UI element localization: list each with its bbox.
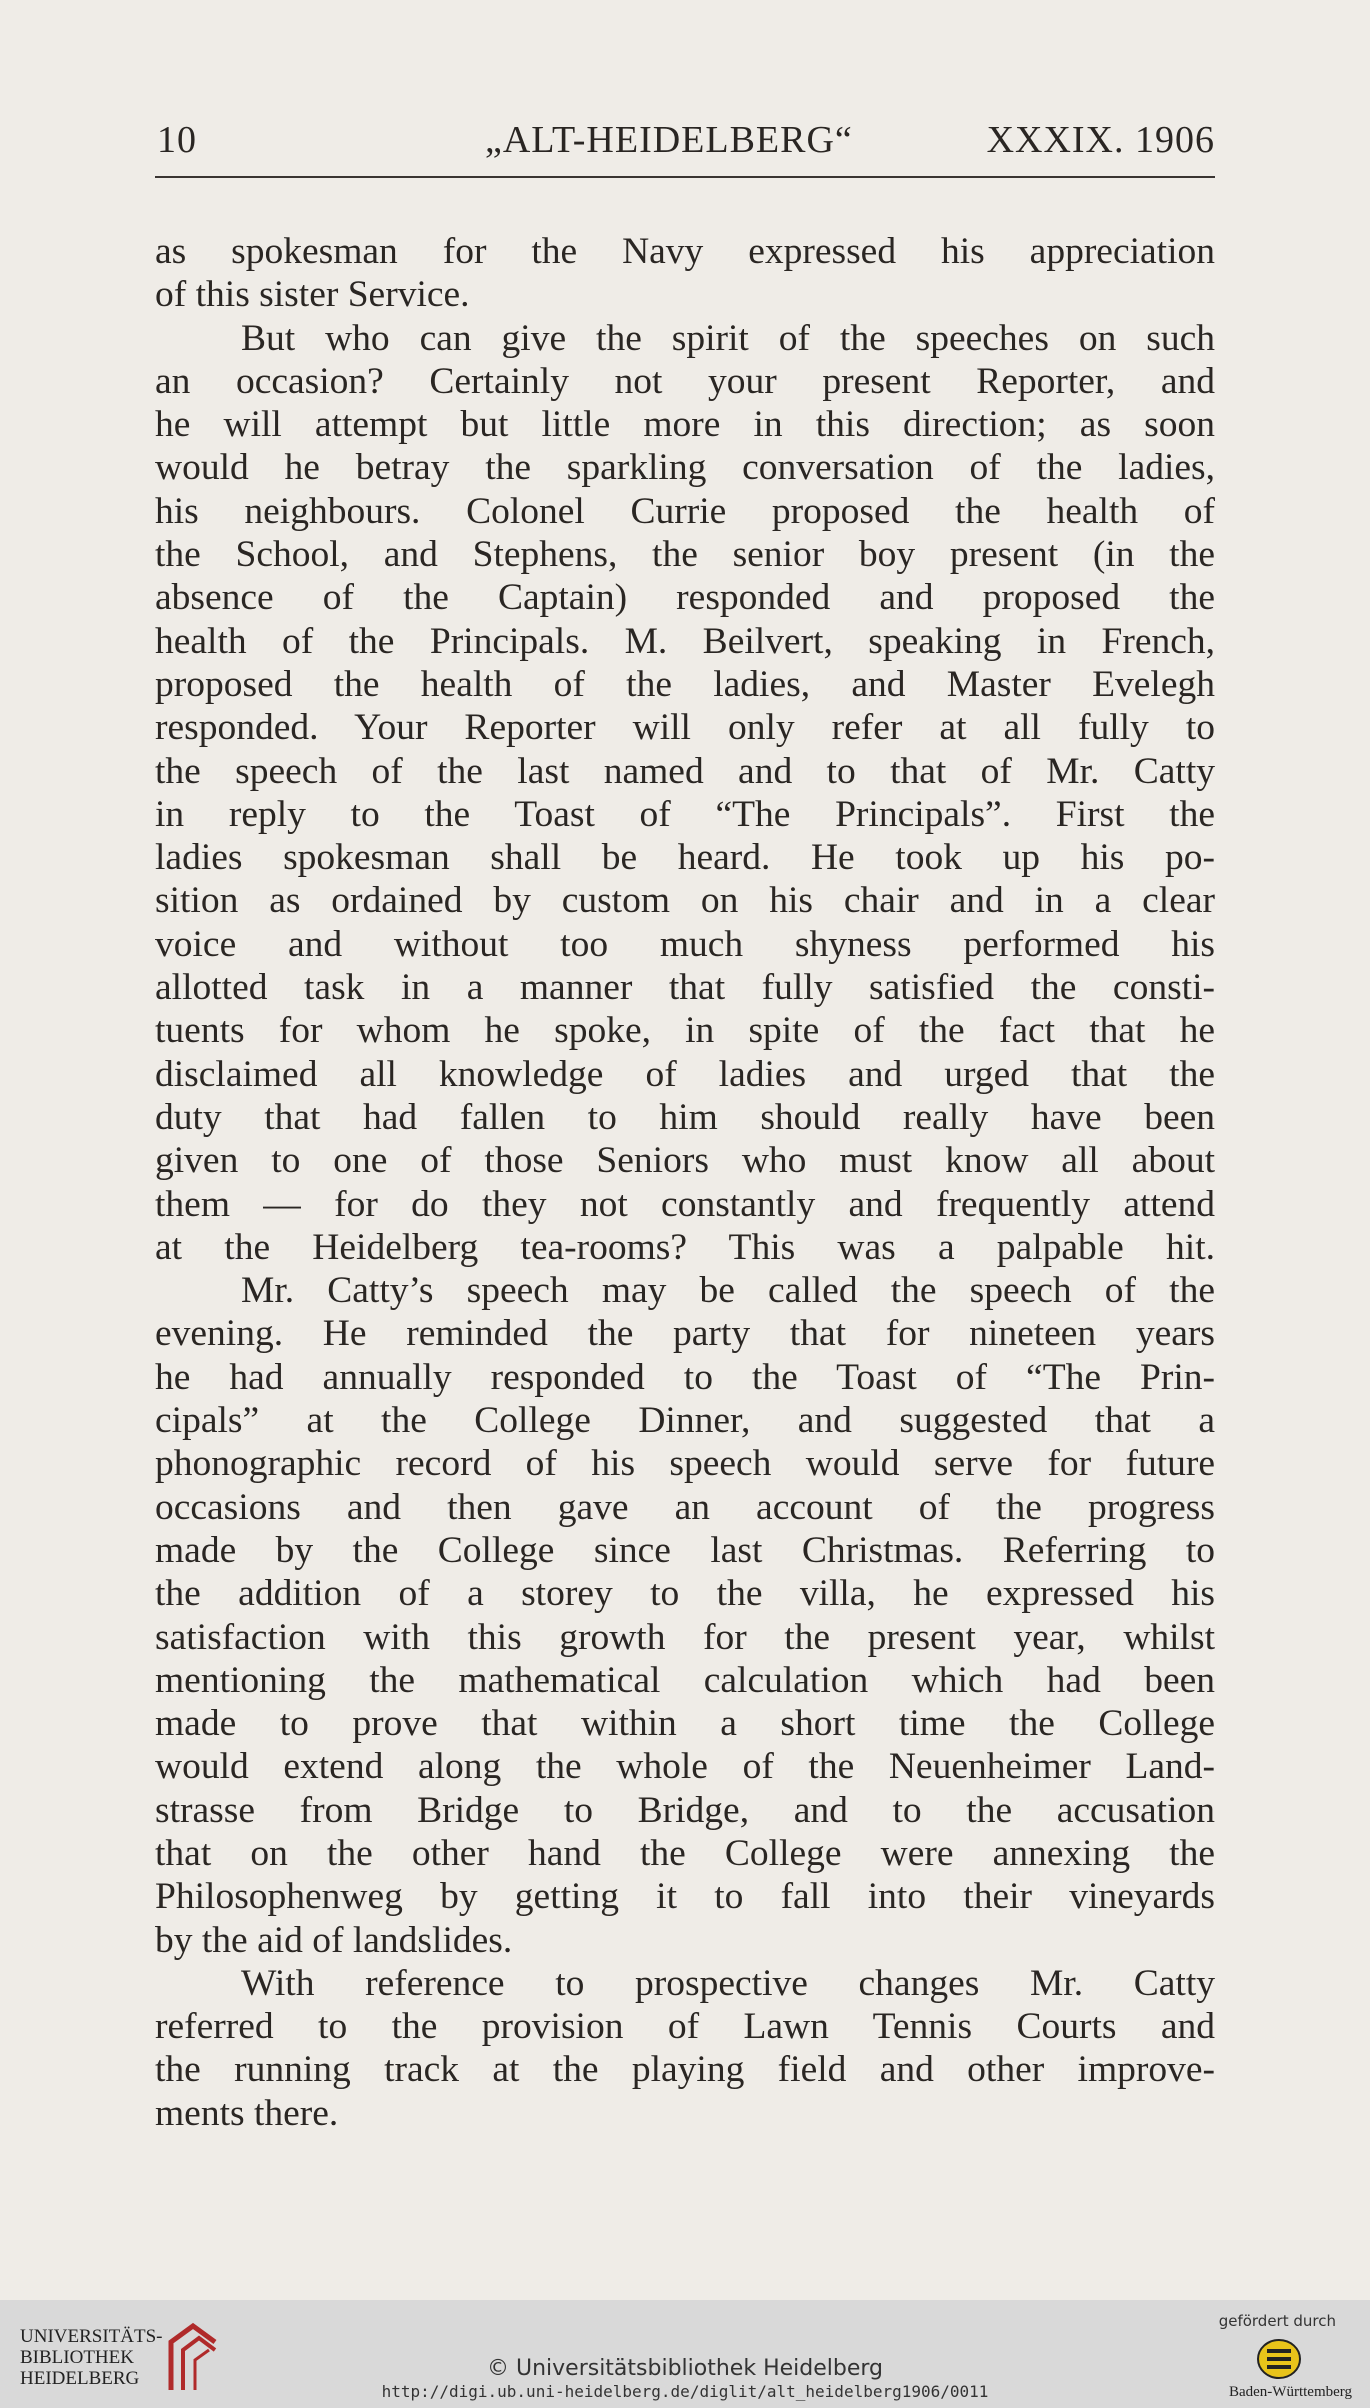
permalink[interactable]: http://digi.ub.uni-heidelberg.de/diglit/alt_heidelberg1906/0011 <box>381 2382 989 2401</box>
text-line: referred to the provision of Lawn Tennis Courts and <box>155 2006 1215 2048</box>
text-line: the School, and Stephens, the senior boy present (in the <box>155 534 1215 576</box>
text-line: strasse from Bridge to Bridge, and to the accusation <box>155 1789 1215 1831</box>
funder-name: Baden-Württemberg <box>1228 2384 1352 2400</box>
journal-title: „ALT-HEIDELBERG“ <box>485 119 853 161</box>
text-line: voice and without too much shyness performed his <box>155 923 1215 965</box>
text-line: satisfaction with this growth for the present year, whilst <box>155 1616 1215 1658</box>
text-line: by the aid of landslides. <box>155 1919 513 1961</box>
text-line: phonographic record of his speech would serve for future <box>155 1443 1215 1485</box>
text-line: at the Heidelberg tea-rooms? This was a palpable hit. <box>155 1226 1215 1268</box>
text-line: an occasion? Certainly not your present Reporter, and <box>155 360 1215 402</box>
text-line: health of the Principals. M. Beilvert, speaking in French, <box>155 620 1215 662</box>
text-line: mentioning the mathematical calculation which had been <box>155 1659 1215 1701</box>
text-line: he will attempt but little more in this direction; as soon <box>155 404 1215 446</box>
text-line: evening. He reminded the party that for nineteen years <box>155 1313 1215 1355</box>
text-line: ladies spokesman shall be heard. He took up his po- <box>155 837 1215 879</box>
text-line: But who can give the spirit of the speeches on such <box>241 317 1215 359</box>
text-line: the running track at the playing field and other improve- <box>155 2049 1215 2091</box>
library-name-line: UNIVERSITÄTS- <box>20 2326 163 2347</box>
text-line: responded. Your Reporter will only refer at all fully to <box>155 707 1215 749</box>
text-line: the speech of the last named and to that of Mr. Catty <box>155 750 1215 792</box>
header-rule <box>155 176 1215 178</box>
funded-by-label: gefördert durch <box>1218 2312 1336 2330</box>
page-number: 10 <box>157 119 197 161</box>
text-line: would he betray the sparkling conversation of the ladies, <box>155 447 1215 489</box>
text-line: given to one of those Seniors who must know all about <box>155 1140 1215 1182</box>
text-line: in reply to the Toast of “The Principals”. First the <box>155 793 1215 835</box>
digitization-footer <box>0 2300 1370 2408</box>
text-line: disclaimed all knowledge of ladies and urged that the <box>155 1053 1215 1095</box>
text-line: cipals” at the College Dinner, and suggested that a <box>155 1400 1215 1442</box>
text-line: Philosophenweg by getting it to fall into their vineyards <box>155 1876 1215 1918</box>
text-line: Mr. Catty’s speech may be called the speech of the <box>241 1270 1215 1312</box>
text-line: the addition of a storey to the villa, he expressed his <box>155 1573 1215 1615</box>
text-line: made to prove that within a short time the College <box>155 1703 1215 1745</box>
text-line: would extend along the whole of the Neuenheimer Land- <box>155 1746 1215 1788</box>
text-line: made by the College since last Christmas. Referring to <box>155 1529 1215 1571</box>
text-line: allotted task in a manner that fully satisfied the consti- <box>155 967 1215 1009</box>
text-line: them — for do they not constantly and frequently attend <box>155 1183 1215 1225</box>
text-line: proposed the health of the ladies, and Master Evelegh <box>155 663 1215 705</box>
text-line: of this sister Service. <box>155 274 470 316</box>
library-name-line: HEIDELBERG <box>20 2368 140 2389</box>
library-name-line: BIBLIOTHEK <box>20 2347 134 2368</box>
text-line: ments there. <box>155 2092 339 2134</box>
text-line: as spokesman for the Navy expressed his appreciation <box>155 231 1215 272</box>
running-header <box>155 118 1215 178</box>
text-line: duty that had fallen to him should really have been <box>155 1096 1215 1138</box>
text-line: his neighbours. Colonel Currie proposed the health of <box>155 490 1215 532</box>
text-line: absence of the Captain) responded and proposed the <box>155 577 1215 619</box>
text-line: tuents for whom he spoke, in spite of the fact that he <box>155 1010 1215 1052</box>
coat-of-arms-icon <box>1256 2338 1302 2380</box>
copyright-notice: © Universitätsbibliothek Heidelberg <box>486 2356 883 2381</box>
text-line: sition as ordained by custom on his chair and in a clear <box>155 880 1215 922</box>
text-line: occasions and then gave an account of the progress <box>155 1486 1215 1528</box>
article-body <box>155 230 1215 2135</box>
volume-year: XXXIX. 1906 <box>986 119 1215 161</box>
text-line: With reference to prospective changes Mr. Catty <box>241 1962 1215 2004</box>
text-line: he had annually responded to the Toast of “The Prin- <box>155 1356 1215 1398</box>
text-line: that on the other hand the College were annexing the <box>155 1832 1215 1874</box>
